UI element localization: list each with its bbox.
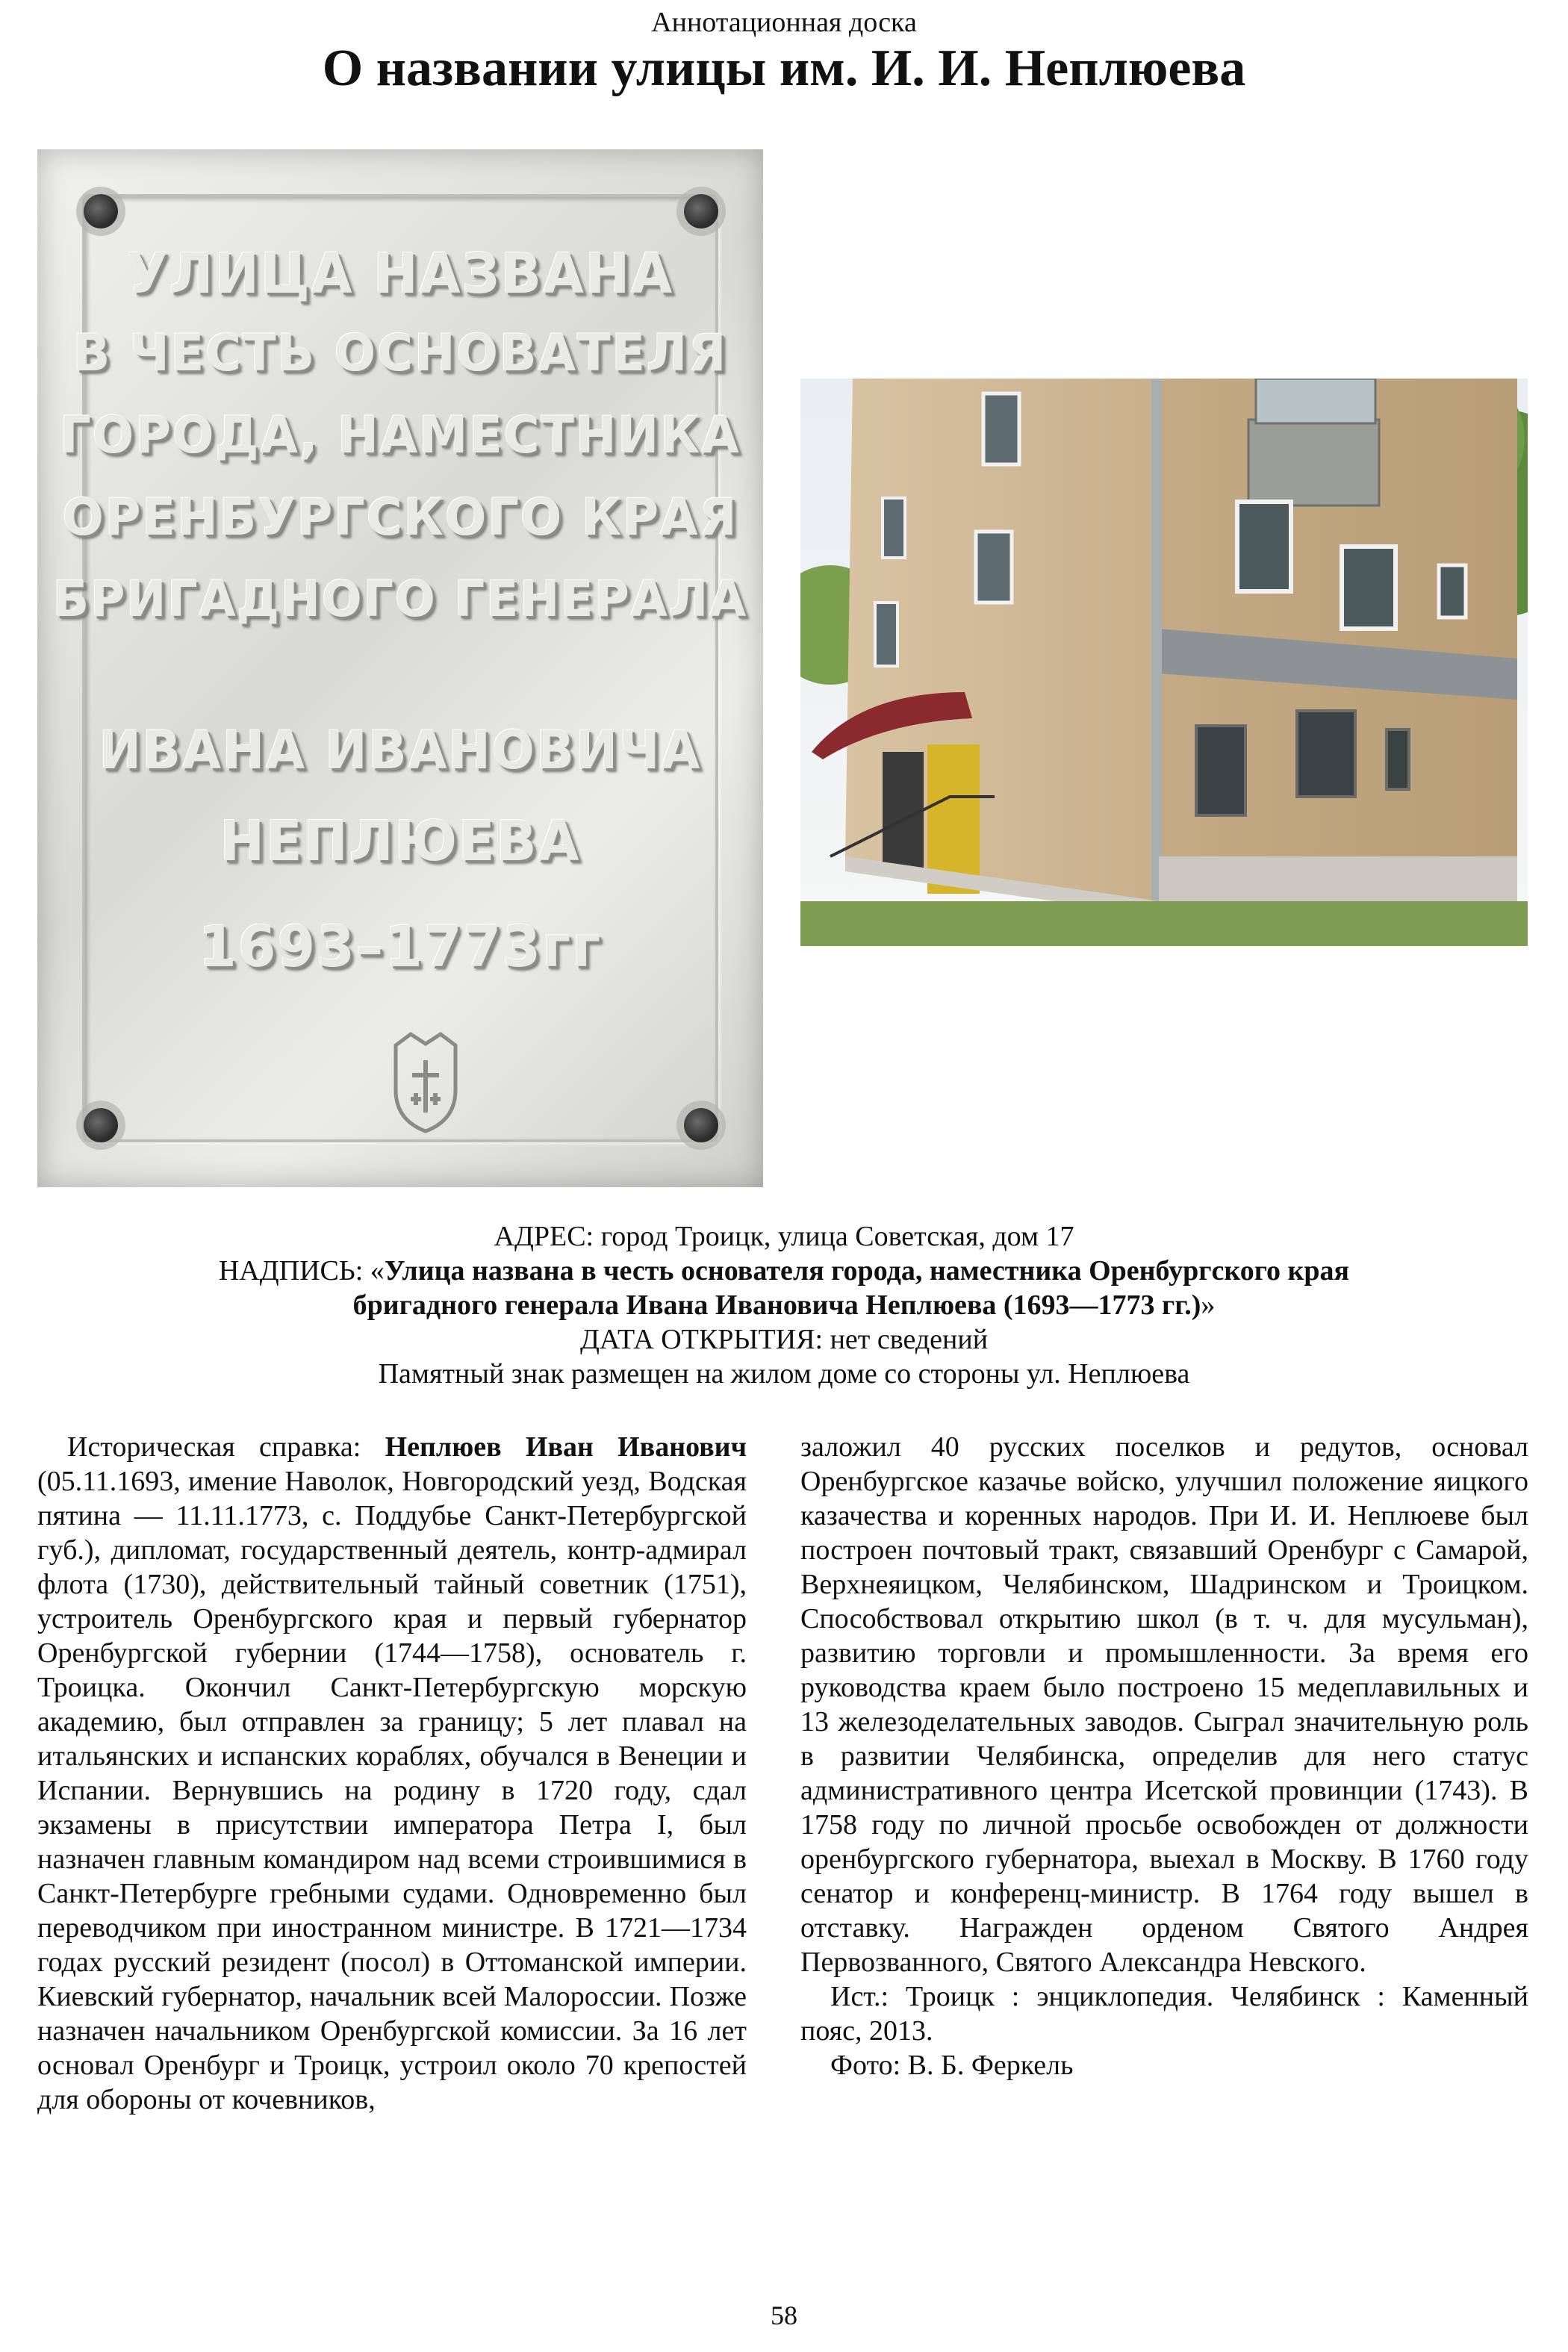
bolt-icon: [84, 1108, 118, 1142]
bolt-icon: [684, 1108, 718, 1142]
inscription-line: [0, 1254, 1568, 1288]
historical-note: [37, 1430, 747, 2117]
plaque-line: ГОРОДА, НАМЕСТНИКА: [60, 406, 741, 465]
placement-note: Памятный знак размещен на жилом доме со стороны ул. Неплюева: [378, 1358, 1190, 1390]
plaque-photo: [37, 149, 763, 1187]
page-number: 58: [771, 2300, 797, 2330]
plaque-line: 1693–1773гг: [199, 913, 602, 980]
opening-date-label: ДАТА ОТКРЫТИЯ:: [579, 1324, 824, 1355]
address-label: АДРЕС:: [494, 1221, 594, 1252]
photo-credit: Фото: В. Б. Феркель: [830, 2050, 1074, 2081]
address-value: город Троицк, улица Советская, дом 17: [600, 1221, 1074, 1252]
inscription-text: Улица названа в честь основателя города, наместника Оренбургского края: [384, 1255, 1350, 1287]
plaque-line: В ЧЕСТЬ ОСНОВАТЕЛЯ: [72, 324, 728, 383]
inscription-close: »: [1201, 1289, 1216, 1321]
building-photo: [800, 379, 1528, 946]
inscription-line-2: [0, 1288, 1568, 1322]
person-name: Неплюев Иван Иванович: [385, 1431, 747, 1463]
plaque-line: ОРЕНБУРГСКОГО КРАЯ: [62, 488, 738, 547]
document-title: О названии улицы им. И. И. Неплюева: [322, 40, 1246, 97]
opening-date-line: [0, 1322, 1568, 1357]
historical-note-lead: Историческая справка:: [67, 1431, 361, 1463]
opening-date-value: нет сведений: [830, 1324, 989, 1355]
text-column-right: [800, 1430, 1528, 2082]
historical-note-continued: заложил 40 русских поселков и редутов, основал Оренбургское казачье войско, улучшил положение яицкого казачества и коренных народов. При И. И. Неплюеве был построен почтовый тракт, связавший Оренбург с Самарой, Верхнеяицком, Челябинском, Шадринском и Троицком. Способствовал открытию школ (в т. ч. для мусульман), развитию торговли и промышленности. За время его руководства краем было построено 15 медеплавильных и 13 железоделательных заводов. Сыграл значительную роль в развитии Челябинска, определив для него статус административного центра Исетской провинции (1743). В 1758 году по личной просьбе освобожден от должности оренбургского губернатора, выехал в Москву. В 1760 году сенатор и конференц-министр. В 1764 году вышел в отставку. Награжден орденом Святого Андрея Первозванного, Святого Александра Невского.: [800, 1431, 1528, 1978]
address-line: [0, 1219, 1568, 1254]
source-citation: Ист.: Троицк : энциклопедия. Челябинск : Каменный пояс, 2013.: [800, 1981, 1528, 2047]
inscription-text: бригадного генерала Ивана Ивановича Неплюева (1693—1773 гг.): [352, 1289, 1201, 1321]
plaque-line: ИВАНА ИВАНОВИЧА: [99, 720, 702, 781]
historical-note-text: (05.11.1693, имение Наволок, Новгородский уезд, Водская пятина — 11.11.1773, с. Поддубье Санкт-Петербургской губ.), дипломат, государственный деятель, контр-адмирал флота (1730), действительный тайный советник (1751), устроитель Оренбургского края и первый губернатор Оренбургской губернии (1744—1758), основатель г. Троицка. Окончил Санкт-Петербургскую морскую академию, был отправлен за границу; 5 лет плавал на итальянских и испанских кораблях, обучался в Венеции и Испании. Вернувшись на родину в 1720 году, сдал экзамены в присутствии императора Петра I, был назначен главным командиром над всеми строившимися в Санкт-Петербурге гребными судами. Одновременно был переводчиком при иностранном министре. В 1721—1734 годах русский резидент (посол) в Оттоманской империи. Киевский губернатор, начальник всей Малороссии. Позже назначен начальником Оренбургской комиссии. За 16 лет основал Оренбург и Троицк, устроил около 70 крепостей для обороны от кочевников,: [37, 1466, 747, 2115]
plaque-line: НЕПЛЮЕВА: [220, 809, 581, 874]
plaque-line: БРИГАДНОГО ГЕНЕРАЛА: [52, 570, 748, 628]
text-column-left: [37, 1430, 747, 2117]
bolt-icon: [84, 194, 118, 228]
coat-of-arms-icon: [388, 1030, 463, 1135]
plaque-line: УЛИЦА НАЗВАНА: [126, 242, 674, 306]
document-supertitle: Аннотационная доска: [651, 7, 917, 38]
inscription-label: НАДПИСЬ: «: [218, 1255, 385, 1287]
bolt-icon: [684, 194, 718, 228]
